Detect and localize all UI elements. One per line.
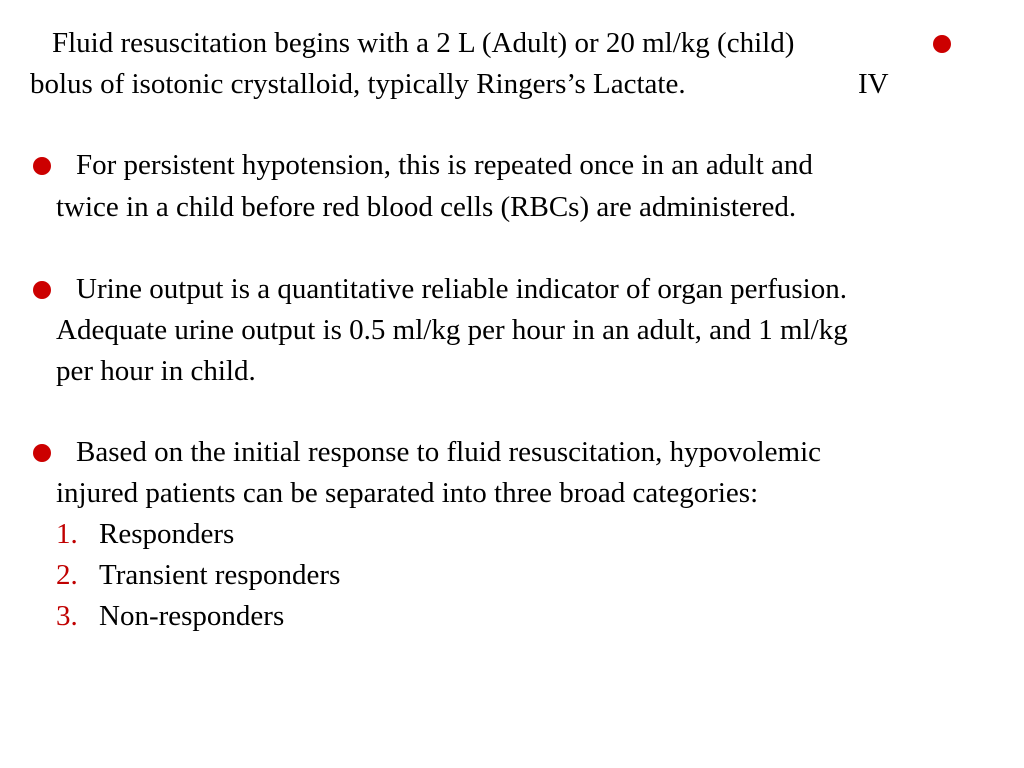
bullet-1-line-2: bolus of isotonic crystalloid, typically Ringers’s Lactate. xyxy=(30,68,686,100)
bullet-4-line-1: Based on the initial response to fluid resuscitation, hypovolemic xyxy=(76,436,821,468)
red-dot-icon xyxy=(33,444,51,462)
list-item xyxy=(56,596,78,636)
bullet-1-line-3: IV xyxy=(858,68,889,100)
bullet-2-line-1: For persistent hypotension, this is repeated once in an adult and xyxy=(76,149,813,181)
list-item-text: Responders xyxy=(99,518,235,550)
bullet-2-line-2: twice in a child before red blood cells (RBCs) are administered. xyxy=(56,191,797,223)
list-item xyxy=(56,514,78,554)
bullet-3-line-2: Adequate urine output is 0.5 ml/kg per hour in an adult, and 1 ml/kg xyxy=(56,314,848,346)
list-number: 1. xyxy=(56,518,78,550)
list-item-text: Non-responders xyxy=(99,600,285,632)
red-dot-icon xyxy=(33,281,51,299)
list-item-text: Transient responders xyxy=(99,559,341,591)
red-dot-icon xyxy=(933,35,951,53)
bullet-4-line-2: injured patients can be separated into three broad categories: xyxy=(56,477,759,509)
list-item xyxy=(56,555,78,595)
bullet-3-line-3: per hour in child. xyxy=(56,355,256,387)
bullet-3-line-1: Urine output is a quantitative reliable indicator of organ perfusion. xyxy=(76,273,847,305)
list-number: 2. xyxy=(56,559,78,591)
list-number: 3. xyxy=(56,600,78,632)
red-dot-icon xyxy=(33,157,51,175)
bullet-1-line-1: Fluid resuscitation begins with a 2 L (Adult) or 20 ml/kg (child) xyxy=(52,27,795,59)
